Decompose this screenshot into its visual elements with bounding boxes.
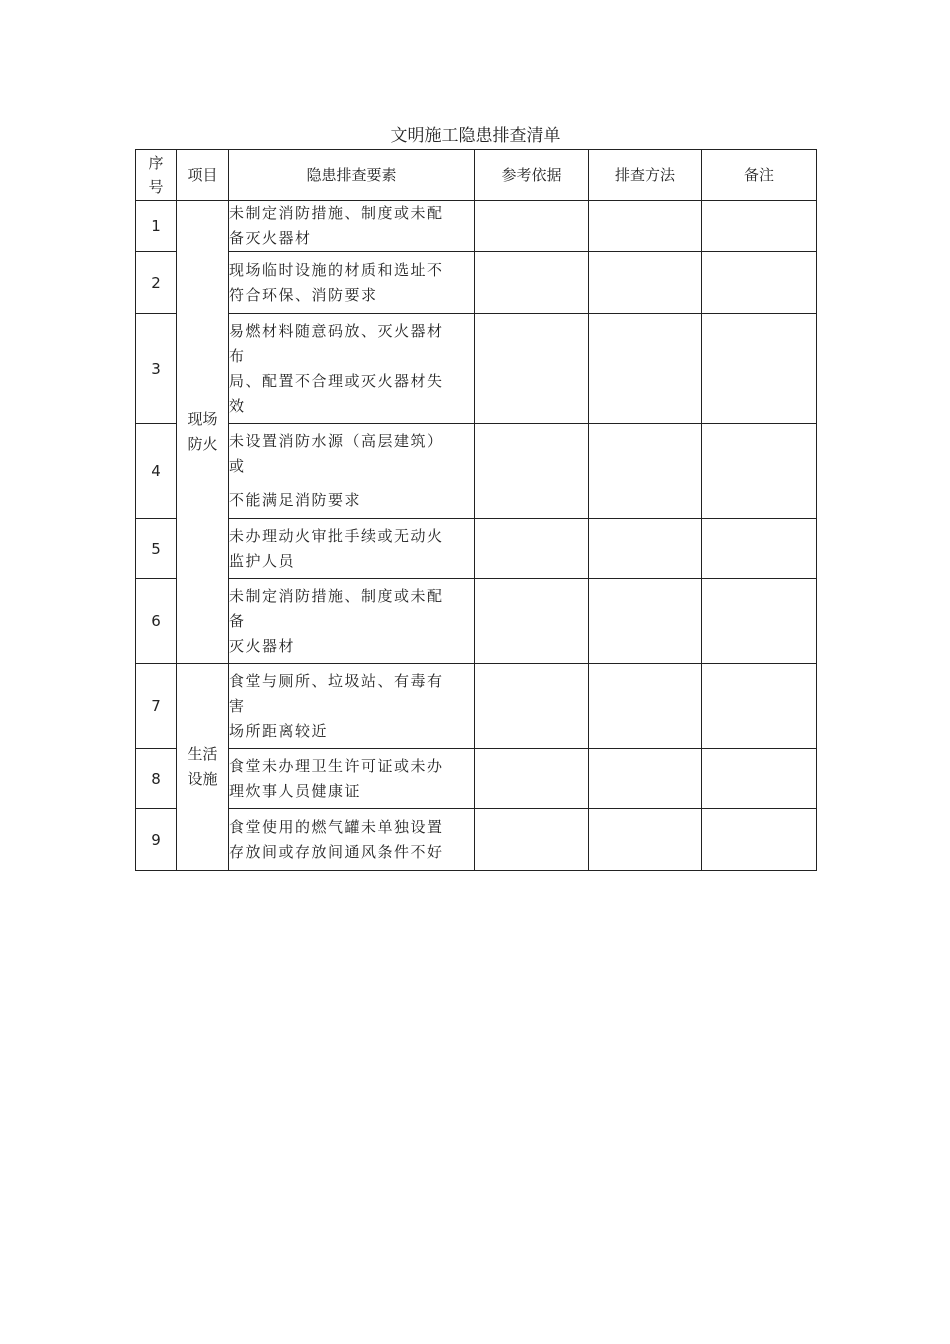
- basis-cell: [475, 809, 589, 871]
- remarks-cell: [702, 252, 817, 314]
- hazard-element: [229, 201, 475, 252]
- element-line: 监护人员: [229, 551, 296, 570]
- remarks-cell: [702, 424, 817, 519]
- row-number: 7: [136, 664, 177, 749]
- hazard-element: [229, 579, 475, 664]
- method-cell: [589, 749, 702, 809]
- element-line: 备灭火器材: [229, 229, 312, 247]
- table-row: [136, 809, 817, 871]
- element-line: 灭火器材: [229, 636, 296, 655]
- element-line: 食堂与厕所、垃圾站、有毒有: [229, 671, 444, 690]
- element-line: 易燃材料随意码放、灭火器材: [229, 321, 444, 340]
- header-number-line1: 序: [148, 154, 164, 172]
- basis-cell: [475, 314, 589, 424]
- row-number: 1: [136, 201, 177, 252]
- table-row: [136, 314, 817, 424]
- remarks-cell: [702, 519, 817, 579]
- basis-cell: [475, 579, 589, 664]
- table-row: [136, 252, 817, 314]
- row-number: 4: [136, 424, 177, 519]
- element-line: 害: [229, 696, 246, 715]
- hazard-element: [229, 314, 475, 424]
- header-element: 隐患排查要素: [229, 150, 475, 201]
- element-line: 场所距离较近: [229, 721, 329, 740]
- hazard-element: [229, 749, 475, 809]
- hazard-element: [229, 809, 475, 871]
- element-line: 理炊事人员健康证: [229, 781, 362, 800]
- category-fire-line1: 现场: [187, 410, 218, 428]
- header-method: 排查方法: [589, 150, 702, 201]
- document-title: 文明施工隐患排查清单: [390, 126, 561, 146]
- category-living-line1: 生活: [187, 745, 218, 763]
- hazard-element: [229, 664, 475, 749]
- remarks-cell: [702, 314, 817, 424]
- method-cell: [589, 424, 702, 519]
- row-number: 2: [136, 252, 177, 314]
- method-cell: [589, 809, 702, 871]
- header-number: [136, 150, 177, 201]
- remarks-cell: [702, 579, 817, 664]
- basis-cell: [475, 749, 589, 809]
- element-line: 或: [229, 457, 246, 475]
- method-cell: [589, 519, 702, 579]
- element-line: 现场临时设施的材质和选址不: [229, 260, 444, 279]
- basis-cell: [475, 664, 589, 749]
- hazard-checklist-table: [135, 149, 817, 871]
- remarks-cell: [702, 749, 817, 809]
- category-fire-prevention: [177, 201, 229, 664]
- element-line: 存放间或存放间通风条件不好: [229, 842, 444, 861]
- element-line: 不能满足消防要求: [229, 491, 362, 509]
- remarks-cell: [702, 809, 817, 871]
- header-basis: 参考依据: [475, 150, 589, 201]
- element-line: 效: [229, 396, 246, 415]
- element-line: 布: [229, 346, 246, 365]
- method-cell: [589, 252, 702, 314]
- table-header-row: [136, 150, 817, 201]
- method-cell: [589, 314, 702, 424]
- element-line: 符合环保、消防要求: [229, 285, 378, 304]
- table-row: [136, 664, 817, 749]
- row-number: 3: [136, 314, 177, 424]
- table-row: [136, 519, 817, 579]
- category-living-facilities: [177, 664, 229, 871]
- table-row: [136, 201, 817, 252]
- header-number-line2: 号: [148, 178, 164, 196]
- remarks-cell: [702, 664, 817, 749]
- basis-cell: [475, 424, 589, 519]
- table-row: [136, 579, 817, 664]
- row-number: 6: [136, 579, 177, 664]
- basis-cell: [475, 519, 589, 579]
- element-line: 未制定消防措施、制度或未配: [229, 586, 444, 605]
- category-living-line2: 设施: [187, 770, 218, 788]
- method-cell: [589, 201, 702, 252]
- header-category: 项目: [177, 150, 229, 201]
- category-fire-line2: 防火: [187, 435, 218, 453]
- element-line: 局、配置不合理或灭火器材失: [229, 371, 444, 390]
- table-row: [136, 424, 817, 519]
- hazard-element: [229, 424, 475, 519]
- element-line: 食堂使用的燃气罐未单独设置: [229, 817, 444, 836]
- basis-cell: [475, 201, 589, 252]
- basis-cell: [475, 252, 589, 314]
- row-number: 9: [136, 809, 177, 871]
- element-line: 食堂未办理卫生许可证或未办: [229, 756, 444, 775]
- element-line: 未设置消防水源（高层建筑）: [229, 432, 444, 450]
- header-remarks: 备注: [702, 150, 817, 201]
- hazard-element: [229, 252, 475, 314]
- element-line: 未办理动火审批手续或无动火: [229, 526, 444, 545]
- table-row: [136, 749, 817, 809]
- element-line: 备: [229, 611, 246, 630]
- row-number: 5: [136, 519, 177, 579]
- row-number: 8: [136, 749, 177, 809]
- remarks-cell: [702, 201, 817, 252]
- hazard-element: [229, 519, 475, 579]
- element-line: 未制定消防措施、制度或未配: [229, 204, 444, 222]
- method-cell: [589, 664, 702, 749]
- method-cell: [589, 579, 702, 664]
